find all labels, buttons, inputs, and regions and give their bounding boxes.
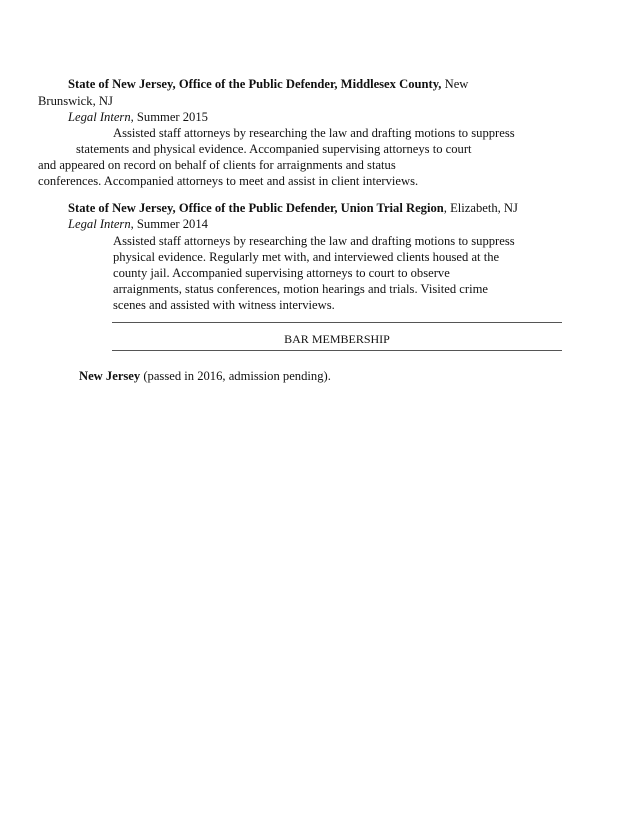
entry-2-role-line — [68, 216, 208, 232]
entry-2-description-line-2: physical evidence. Regularly met with, and interviewed clients housed at the — [113, 250, 500, 264]
section-heading-bar-membership: BAR MEMBERSHIP — [284, 332, 390, 346]
entry-1-description-line-4: conferences. Accompanied attorneys to meet and assist in client interviews. — [38, 174, 419, 188]
bar-membership-detail: (passed in 2016, admission pending). — [140, 369, 331, 383]
entry-2-location: , Elizabeth, NJ — [443, 201, 518, 215]
entry-2-description-line-3: county jail. Accompanied supervising attorneys to court to observe — [113, 266, 450, 280]
entry-2-header — [68, 200, 518, 216]
section-top-rule — [112, 322, 562, 323]
entry-1-description-line-1: Assisted staff attorneys by researching the law and drafting motions to suppress — [113, 126, 515, 140]
entry-2-organization: State of New Jersey, Office of the Public Defender, Union Trial Region — [68, 201, 444, 215]
bar-membership-state: New Jersey — [79, 369, 141, 383]
entry-1-description-line-3: and appeared on record on behalf of clients for arraignments and status — [38, 158, 396, 172]
entry-1-header — [68, 76, 468, 92]
section-bottom-rule — [112, 350, 562, 351]
entry-1-role: Legal Intern, — [68, 110, 134, 124]
entry-2-description-line-1: Assisted staff attorneys by researching the law and drafting motions to suppress — [113, 234, 515, 248]
entry-1-organization: State of New Jersey, Office of the Public Defender, Middlesex County, — [68, 77, 442, 91]
entry-2-role: Legal Intern — [68, 217, 131, 231]
entry-2-description-line-4: arraignments, status conferences, motion hearings and trials. Visited crime — [113, 282, 488, 296]
entry-1-location-part1: New — [444, 77, 469, 91]
entry-1-role-line — [68, 109, 208, 125]
entry-2-description-line-5: scenes and assisted with witness interviews. — [113, 298, 335, 312]
entry-1-description-line-2: statements and physical evidence. Accompanied supervising attorneys to court — [76, 142, 472, 156]
entry-1-location-part2: Brunswick, NJ — [38, 94, 113, 108]
bar-membership-entry — [79, 368, 331, 384]
entry-1-period: Summer 2015 — [136, 110, 208, 124]
entry-2-period: , Summer 2014 — [130, 217, 208, 231]
